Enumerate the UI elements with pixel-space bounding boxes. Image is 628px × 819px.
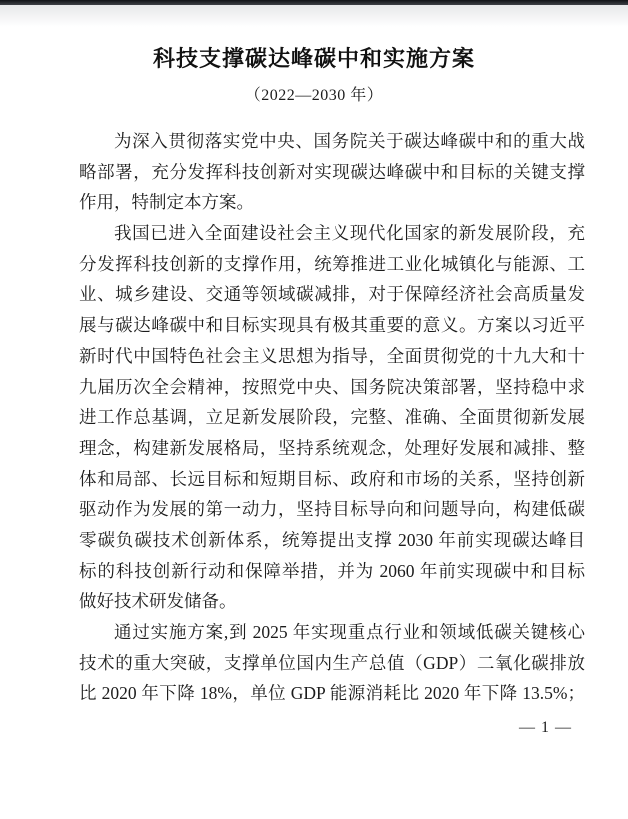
text-line: 九届历次全会精神，按照党中央、国务院决策部署，坚持稳中求	[79, 376, 585, 397]
text-line: 零碳负碳技术创新体系，统筹提出支撑 2030 年前实现碳达峰目	[79, 529, 585, 550]
text-line: 分发挥科技创新的支撑作用，统筹推进工业化城镇化与能源、工	[79, 253, 585, 274]
text-line: 驱动作为发展的第一动力，坚持目标导向和问题导向，构建低碳	[79, 499, 585, 520]
page-number: — 1 —	[519, 719, 572, 736]
text-line: 通过实施方案,到 2025 年实现重点行业和领域低碳关键核心	[114, 622, 585, 642]
text-line: 新时代中国特色社会主义思想为指导，全面贯彻党的十九大和十	[79, 345, 585, 366]
text-line: 作用，特制定本方案。	[79, 192, 254, 213]
text-line: 略部署，充分发挥科技创新对实现碳达峰碳中和目标的关键支撑	[79, 161, 585, 182]
page-top-shadow	[0, 5, 628, 27]
text-line: 理念，构建新发展格局，坚持系统观念，处理好发展和减排、整	[79, 437, 585, 458]
body-text	[79, 126, 585, 709]
text-line: 标的科技创新行动和保障举措，并为 2060 年前实现碳中和目标	[79, 560, 585, 581]
text-line: 技术的重大突破，支撑单位国内生产总值（GDP）二氧化碳排放	[79, 652, 585, 673]
text-line: 业、城乡建设、交通等领域碳减排，对于保障经济社会高质量发	[79, 284, 585, 305]
text-line: 进工作总基调，立足新发展阶段，完整、准确、全面贯彻新发展	[79, 407, 585, 428]
page-title: 科技支撑碳达峰碳中和实施方案	[152, 46, 475, 71]
text-line: 我国已进入全面建设社会主义现代化国家的新发展阶段，充	[114, 223, 585, 244]
text-line: 做好技术研发储备。	[79, 591, 237, 612]
text-line: 体和局部、长远目标和短期目标、政府和市场的关系，坚持创新	[79, 468, 585, 489]
text-line: 为深入贯彻落实党中央、国务院关于碳达峰碳中和的重大战	[114, 131, 585, 151]
text-line: 展与碳达峰碳中和目标实现具有极其重要的意义。方案以习近平	[79, 315, 585, 336]
text-line: 比 2020 年下降 18%，单位 GDP 能源消耗比 2020 年下降 13.5%；	[79, 683, 585, 704]
page-subtitle: （2022—2030 年）	[244, 87, 384, 104]
